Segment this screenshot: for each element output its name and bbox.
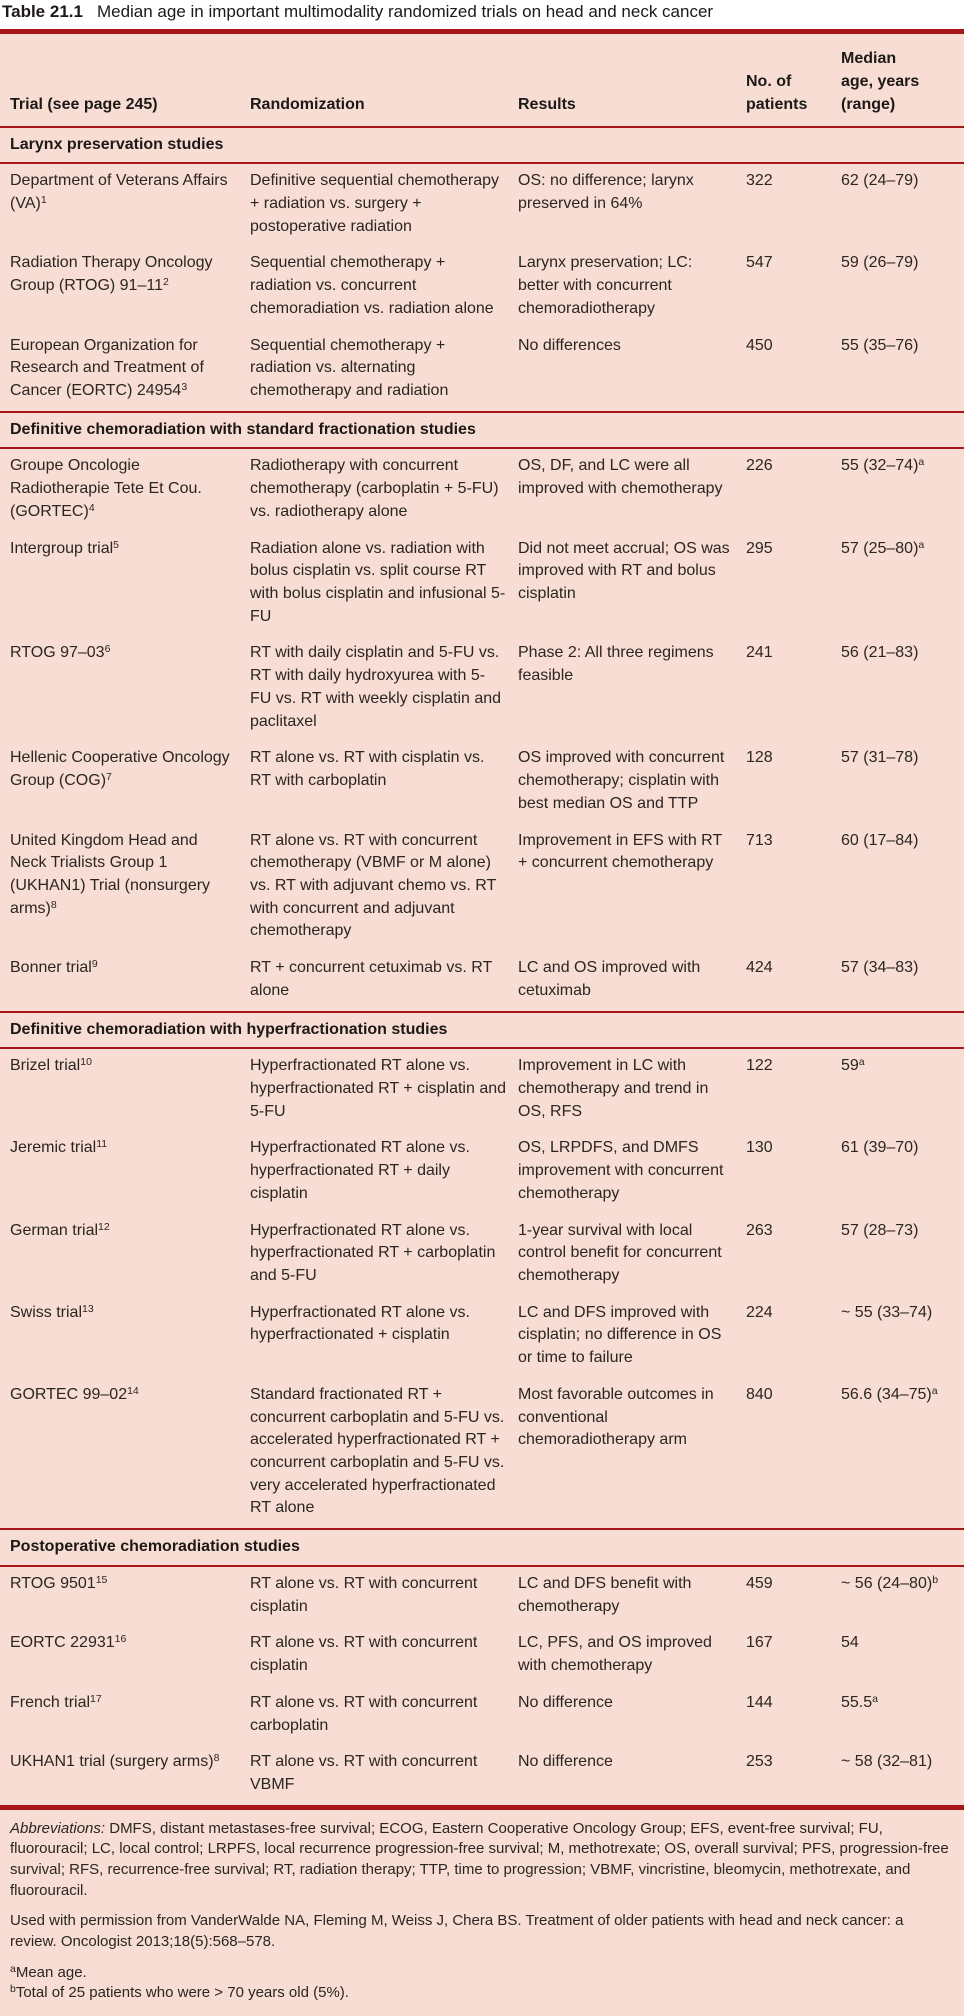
- patients-cell: 459: [746, 1574, 773, 1592]
- table-number: Table 21.1: [2, 2, 83, 21]
- median-age-cell: 55.5$^a$: [841, 1692, 878, 1711]
- reference-mark: 7: [106, 771, 112, 784]
- patients-cell: 122: [746, 1057, 773, 1075]
- table-title: [0, 0, 964, 29]
- section-header: Definitive chemoradiation with hyperfractionation studies: [0, 1012, 964, 1049]
- reference-mark: 4: [88, 501, 95, 514]
- reference-mark: 2: [162, 276, 169, 289]
- results-cell: No difference: [518, 1693, 613, 1711]
- table-row: [0, 636, 964, 741]
- patients-cell: 547: [746, 254, 773, 272]
- footnote-b-text: Total of 25 patients who were > 70 years old (5%).: [15, 1984, 349, 2002]
- patients-cell: 424: [746, 959, 773, 977]
- randomization-cell: Hyperfractionated RT alone vs. hyperfractionated RT + carboplatin and 5-FU: [250, 1221, 496, 1285]
- section-row: [0, 1529, 964, 1566]
- results-cell: Did not meet accrual; OS was improved with RT and bolus cisplatin: [518, 539, 730, 603]
- patients-cell: 295: [746, 539, 773, 557]
- median-age-cell: 54: [841, 1634, 859, 1652]
- randomization-cell: RT + concurrent cetuximab vs. RT alone: [250, 959, 493, 999]
- trial-cell: RTOG $97-03^6$: [10, 643, 111, 662]
- randomization-cell: RT alone vs. RT with cisplatin vs. RT with carboplatin: [250, 749, 485, 790]
- reference-mark: 6: [104, 643, 111, 656]
- median-age-cell: 62 (24–79): [841, 172, 919, 190]
- results-cell: 1-year survival with local control benefit for concurrent chemotherapy: [518, 1221, 722, 1285]
- trial-cell: Bonner trial$^9$: [10, 958, 98, 977]
- section-row: [0, 127, 964, 164]
- randomization-cell: Hyperfractionated RT alone vs. hyperfractionated RT + cisplatin and 5-FU: [250, 1057, 507, 1120]
- trial-cell: Groupe Oncologie Radiotherapie Tete Et Cou. (GORTEC)$^4$: [10, 457, 202, 520]
- reference-mark: 10: [80, 1056, 92, 1069]
- age-footnote-mark: a: [858, 1056, 865, 1069]
- results-cell: Phase 2: All three regimens feasible: [518, 644, 714, 685]
- median-age-cell: ~ 55 (33–74): [841, 1303, 933, 1321]
- patients-cell: 224: [746, 1303, 773, 1321]
- median-age-cell: 59 (26–79): [841, 254, 919, 272]
- median-age-cell: 57 (31–78): [841, 749, 919, 767]
- table-row: [0, 329, 964, 412]
- footnote-a-text: Mean age.: [15, 1963, 87, 1981]
- median-age-cell: 56.6 $(34-75)^a$: [841, 1384, 938, 1403]
- table-card: [0, 29, 964, 2016]
- trial-cell: United Kingdom Head and Neck Trialists Group 1 (UKHAN1) Trial (nonsurgery arms)$^8$: [10, 831, 211, 917]
- randomization-cell: RT alone vs. RT with concurrent chemotherapy (VBMF or M alone) vs. RT with adjuvant chemo vs. RT with concurrent and adjuvant chemotherapy: [250, 831, 497, 940]
- patients-cell: 226: [746, 457, 773, 475]
- results-cell: LC and DFS benefit with chemotherapy: [518, 1574, 692, 1615]
- randomization-cell: Sequential chemotherapy + radiation vs. alternating chemotherapy and radiation: [250, 336, 449, 400]
- age-footnote-mark: a: [918, 538, 925, 551]
- table-row: [0, 1214, 964, 1296]
- trial-cell: EORTC 22931$^{16}$: [10, 1633, 127, 1652]
- abbreviations-note: [10, 1819, 952, 1902]
- footnote-a: [10, 1963, 952, 1984]
- trial-cell: Radiation Therapy Oncology Group (RTOG) $91-11^2$: [10, 254, 213, 295]
- section-row: [0, 412, 964, 449]
- results-cell: OS, DF, and LC were all improved with chemotherapy: [518, 457, 723, 498]
- table-row: [0, 1626, 964, 1685]
- median-age-cell: 56 (21–83): [841, 644, 919, 662]
- table-row: [0, 1686, 964, 1745]
- reference-mark: 3: [181, 381, 188, 394]
- reference-mark: 17: [90, 1692, 102, 1705]
- patients-cell: 241: [746, 644, 773, 662]
- table-row: [0, 1745, 964, 1804]
- randomization-cell: RT alone vs. RT with concurrent VBMF: [250, 1753, 478, 1793]
- column-header-trial: Trial (see page 245): [10, 95, 158, 113]
- footnote-b-mark: b: [10, 1983, 16, 1996]
- median-age-cell: 60 (17–84): [841, 831, 919, 849]
- column-header-median-age-text: Median age, years (range): [841, 50, 920, 113]
- table-row: [0, 1296, 964, 1378]
- table-header: [0, 34, 964, 126]
- footnote-a-mark: a: [10, 1962, 16, 1975]
- table-footer: [0, 1805, 964, 2016]
- trial-cell: Department of Veterans Affairs (VA)$^1$: [10, 172, 228, 212]
- patients-cell: 167: [746, 1634, 773, 1652]
- randomization-cell: Radiotherapy with concurrent chemotherapy (carboplatin + 5-FU) vs. radiotherapy alone: [250, 457, 499, 520]
- results-cell: LC, PFS, and OS improved with chemotherapy: [518, 1634, 712, 1675]
- age-footnote-mark: a: [931, 1384, 938, 1397]
- age-footnote-mark: a: [872, 1692, 878, 1705]
- randomization-cell: Sequential chemotherapy + radiation vs. concurrent chemoradiation vs. radiation alone: [250, 254, 494, 317]
- column-header-median-age: [841, 34, 964, 126]
- reference-mark: 1: [40, 193, 47, 206]
- header-row: [0, 34, 964, 126]
- column-header-randomization: Randomization: [250, 95, 365, 113]
- randomization-cell: Standard fractionated RT + concurrent carboplatin and 5-FU vs. accelerated hyperfractionated RT + concurrent carboplatin and 5-FU vs. very accelerated hyperfractionated RT alone: [250, 1385, 505, 1517]
- median-age-cell: ~ 56 $(24-80)^b$: [841, 1573, 939, 1592]
- table-caption: Median age in important multimodality randomized trials on head and neck cancer: [96, 2, 714, 21]
- randomization-cell: RT alone vs. RT with concurrent cisplatin: [250, 1574, 478, 1615]
- trial-cell: GORTEC $99-02^{14}$: [10, 1384, 139, 1403]
- reference-mark: 16: [114, 1633, 127, 1646]
- trial-cell: UKHAN1 trial (surgery arms)$^8$: [10, 1752, 220, 1771]
- trial-cell: Hellenic Cooperative Oncology Group (COG)$^7$: [10, 749, 230, 790]
- randomization-cell: Hyperfractionated RT alone vs. hyperfractionated + cisplatin: [250, 1303, 470, 1344]
- table-row: [0, 824, 964, 952]
- results-cell: OS, LRPDFS, and DMFS improvement with concurrent chemotherapy: [518, 1139, 724, 1202]
- reference-mark: 15: [95, 1573, 108, 1586]
- reference-mark: 8: [213, 1752, 220, 1765]
- results-cell: Most favorable outcomes in conventional chemoradiotherapy arm: [518, 1385, 714, 1449]
- table-row: [0, 1378, 964, 1529]
- reference-mark: 8: [50, 898, 57, 911]
- table-row: [0, 163, 964, 246]
- trial-cell: German trial$^{12}$: [10, 1220, 110, 1239]
- patients-cell: 263: [746, 1221, 773, 1239]
- table-row: [0, 1048, 964, 1131]
- table-row: [0, 532, 964, 637]
- results-cell: OS: no difference; larynx preserved in 64%: [518, 172, 694, 212]
- column-header-patients: No. of patients: [746, 73, 808, 113]
- patients-cell: 840: [746, 1385, 773, 1403]
- median-age-cell: 59$^a$: [841, 1056, 865, 1075]
- abbreviations-label: Abbreviations:: [10, 1819, 106, 1837]
- median-age-cell: 57 (34–83): [841, 959, 919, 977]
- table-row: [0, 1566, 964, 1626]
- table-body: [0, 127, 964, 1805]
- table-row: [0, 448, 964, 531]
- patients-cell: 322: [746, 172, 773, 190]
- permission-note: Used with permission from VanderWalde NA, Fleming M, Weiss J, Chera BS. Treatment of older patients with head and neck cancer: a review. Oncologist 2013;18(5):568–578.: [10, 1912, 904, 1951]
- results-cell: LC and DFS improved with cisplatin; no difference in OS or time to failure: [518, 1303, 722, 1367]
- abbreviations-text: DMFS, distant metastases-free survival; ECOG, Eastern Cooperative Oncology Group; EFS, event-free survival; FU, fluorouracil; LC, local control; LRPFS, local recurrence progression-free survival; M, methotrexate; OS, overall survival; PFS, progression-free survival; RFS, recurrence-free survival; RT, radiation therapy; TTP, time to progression; VBMF, vincristine, bleomycin, methotrexate, and fluorouracil.: [10, 1819, 949, 1899]
- randomization-cell: RT alone vs. RT with concurrent cisplatin: [250, 1634, 478, 1675]
- results-cell: LC and OS improved with cetuximab: [518, 959, 701, 999]
- results-cell: Larynx preservation; LC: better with concurrent chemoradiotherapy: [518, 254, 693, 317]
- trial-cell: Swiss trial$^{13}$: [10, 1302, 94, 1321]
- randomization-cell: Definitive sequential chemotherapy + radiation vs. surgery + postoperative radiation: [250, 172, 500, 235]
- column-header-results: Results: [518, 95, 576, 113]
- results-cell: OS improved with concurrent chemotherapy; cisplatin with best median OS and TTP: [518, 749, 725, 812]
- median-age-cell: 57 $(25-80)^a$: [841, 538, 925, 557]
- patients-cell: 713: [746, 831, 773, 849]
- patients-cell: 130: [746, 1139, 773, 1157]
- median-age-cell: 61 (39–70): [841, 1139, 919, 1157]
- trial-cell: Intergroup trial$^5$: [10, 538, 120, 557]
- randomization-cell: Radiation alone vs. radiation with bolus cisplatin vs. split course RT with bolus cisplatin and infusional 5-FU: [250, 539, 506, 625]
- results-cell: Improvement in LC with chemotherapy and trend in OS, RFS: [518, 1057, 709, 1120]
- patients-cell: 253: [746, 1753, 773, 1771]
- trial-cell: Brizel trial$^{10}$: [10, 1056, 92, 1075]
- age-footnote-mark: a: [918, 456, 925, 469]
- section-row: [0, 1012, 964, 1049]
- table-row: [0, 1131, 964, 1213]
- footnote-b: [10, 1983, 952, 2004]
- age-footnote-mark: b: [932, 1573, 939, 1586]
- patients-cell: 450: [746, 336, 773, 354]
- reference-mark: 5: [113, 538, 120, 551]
- reference-mark: 13: [82, 1302, 94, 1315]
- patients-cell: 144: [746, 1693, 773, 1711]
- reference-mark: 9: [91, 958, 98, 971]
- median-age-cell: 55 (35–76): [841, 336, 919, 354]
- trials-table: [0, 34, 964, 1804]
- patients-cell: 128: [746, 749, 773, 767]
- section-header: Definitive chemoradiation with standard fractionation studies: [0, 412, 964, 449]
- reference-mark: 14: [127, 1384, 139, 1397]
- median-age-cell: ~ 58 (32–81): [841, 1753, 933, 1771]
- trial-cell: RTOG 9501$^{15}$: [10, 1573, 108, 1592]
- trial-cell: European Organization for Research and Treatment of Cancer (EORTC) 24954$^3$: [10, 336, 204, 400]
- table-row: [0, 741, 964, 823]
- table-row: [0, 951, 964, 1011]
- randomization-cell: RT with daily cisplatin and 5-FU vs. RT with daily hydroxyurea with 5-FU vs. RT with weekly cisplatin and paclitaxel: [250, 644, 502, 730]
- randomization-cell: Hyperfractionated RT alone vs. hyperfractionated RT + daily cisplatin: [250, 1139, 470, 1202]
- median-age-cell: 55 $(32-74)^a$: [841, 456, 925, 475]
- trial-cell: French trial$^{17}$: [10, 1692, 102, 1711]
- section-header: Postoperative chemoradiation studies: [0, 1529, 964, 1566]
- table-row: [0, 246, 964, 328]
- results-cell: Improvement in EFS with RT + concurrent chemotherapy: [518, 831, 722, 872]
- median-age-cell: 57 (28–73): [841, 1221, 919, 1239]
- results-cell: No difference: [518, 1753, 613, 1771]
- results-cell: No differences: [518, 336, 621, 354]
- reference-mark: 12: [98, 1220, 110, 1233]
- randomization-cell: RT alone vs. RT with concurrent carboplatin: [250, 1693, 478, 1734]
- reference-mark: 11: [96, 1138, 108, 1151]
- section-header: Larynx preservation studies: [0, 127, 964, 164]
- trial-cell: Jeremic trial$^{11}$: [10, 1138, 108, 1157]
